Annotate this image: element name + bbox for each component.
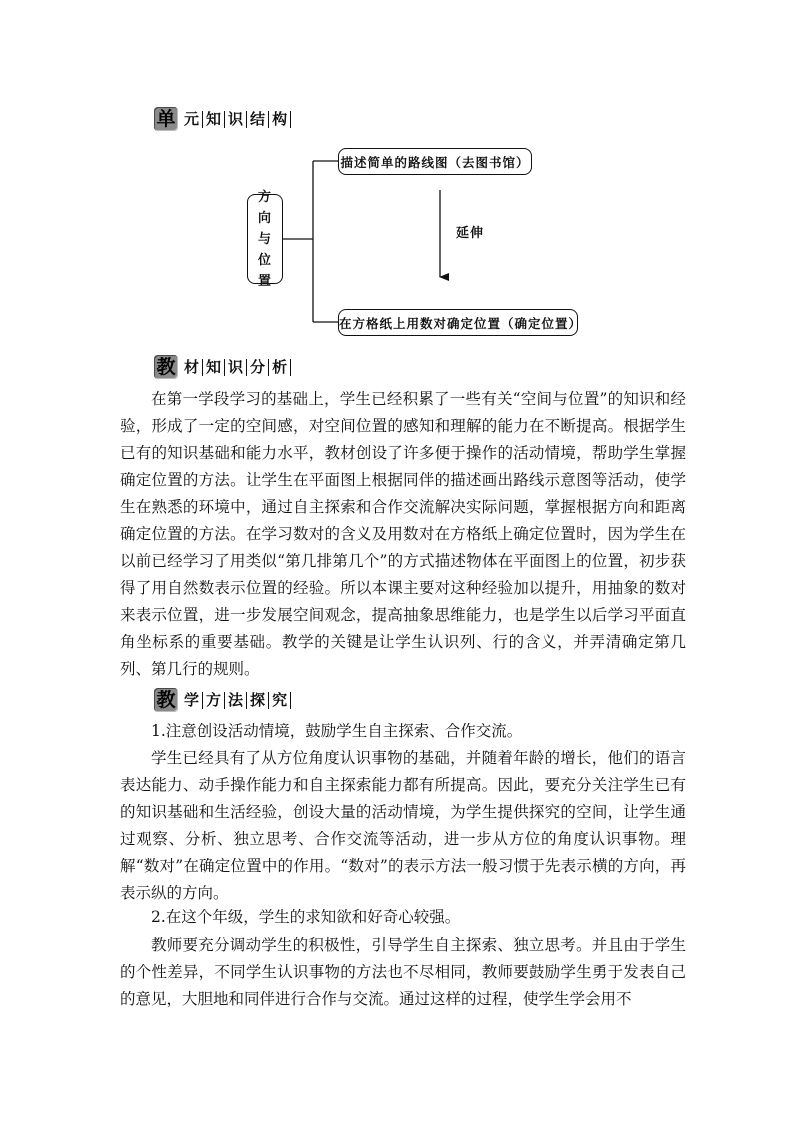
badge-char: 教 — [156, 688, 176, 711]
title-char: 探 — [247, 692, 269, 709]
root-char: 方 — [257, 189, 272, 205]
method-item-2-title: 2.在这个年级，学生的求知欲和好奇心较强。 — [151, 908, 461, 926]
title-char: 分 — [247, 359, 269, 376]
top-node — [338, 148, 532, 175]
title-char: 究 — [269, 692, 291, 709]
section-heading-analysis — [154, 354, 291, 380]
root-node-direction-position — [247, 189, 283, 289]
title-char: 识 — [225, 359, 247, 376]
method-item-1-body: 学生已经具有了从方位角度认识事物的基础，并随着年龄的增长，他们的语言表达能力、动手操作能力和自主探索能力都有所提高。因此，要充分关注学生已有的知识基础和生活经验，创设大量的活动情境，为学生提供探究的空间，让学生通过观察、分析、独立思考、合作交流等活动，进一步从方位的角度认识事物。理解“数对”在确定位置中的作用。“数对”的表示方法一般习惯于先表示横的方向，再表示纵的方向。 — [120, 749, 686, 902]
root-char: 位 — [257, 252, 272, 268]
section-heading-methods — [154, 687, 291, 713]
bottom-node — [338, 309, 583, 336]
root-char: 与 — [257, 231, 272, 247]
section-badge — [154, 355, 178, 379]
title-char: 知 — [203, 111, 225, 128]
section-title — [181, 692, 291, 709]
title-char: 学 — [181, 692, 203, 709]
title-char: 知 — [203, 359, 225, 376]
knowledge-structure-diagram — [0, 0, 794, 350]
bottom-node-label: 在方格纸上用数对确定位置（确定位置） — [339, 315, 583, 331]
root-char: 向 — [257, 210, 272, 226]
section-title — [181, 359, 291, 376]
title-char: 构 — [269, 111, 291, 128]
title-char: 元 — [181, 111, 203, 128]
title-char: 识 — [225, 111, 247, 128]
title-char: 材 — [181, 359, 203, 376]
title-char: 结 — [247, 111, 269, 128]
title-char: 方 — [203, 692, 225, 709]
diagram-connectors — [0, 0, 794, 350]
top-node-label: 描述简单的路线图（去图书馆） — [340, 154, 530, 170]
section-badge — [154, 688, 178, 712]
method-item-1-title: 1.注意创设活动情境，鼓励学生自主探索、合作交流。 — [151, 722, 523, 740]
badge-char: 单 — [156, 107, 176, 130]
title-char: 析 — [269, 359, 291, 376]
root-char: 置 — [257, 273, 272, 289]
analysis-paragraph: 在第一学段学习的基础上，学生已经积累了一些有关“空间与位置”的知识和经验，形成了一定的空间感，对空间位置的感知和理解的能力在不断提高。根据学生已有的知识基础和能力水平，教材创设了许多便于操作的活动情境，帮助学生掌握确定位置的方法。让学生在平面图上根据同伴的描述画出路线示意图等活动，使学生在熟悉的环境中，通过自主探索和合作交流解决实际问题，掌握根据方向和距离确定位置的方法。在学习数对的含义及用数对在方格纸上确定位置时，因为学生在以前已经学习了用类似“第几排第几个”的方式描述物体在平面图上的位置，初步获得了用自然数表示位置的经验。所以本课主要对这种经验加以提升，用抽象的数对来表示位置，进一步发展空间观念，提高抽象思维能力，也是学生以后学习平面直角坐标系的重要基础。教学的关键是让学生认识列、行的含义，并弄清确定第几列、第几行的规则。 — [120, 390, 686, 678]
badge-char: 教 — [156, 355, 176, 378]
extend-label: 延伸 — [456, 226, 485, 241]
method-item-2-body: 教师要充分调动学生的积极性，引导学生自主探索、独立思考。并且由于学生的个性差异，不同学生认识事物的方法也不尽相同，教师要鼓励学生勇于发表自己的意见，大胆地和同伴进行合作与交流。通过这样的过程，使学生学会用不 — [120, 936, 686, 1008]
title-char: 法 — [225, 692, 247, 709]
